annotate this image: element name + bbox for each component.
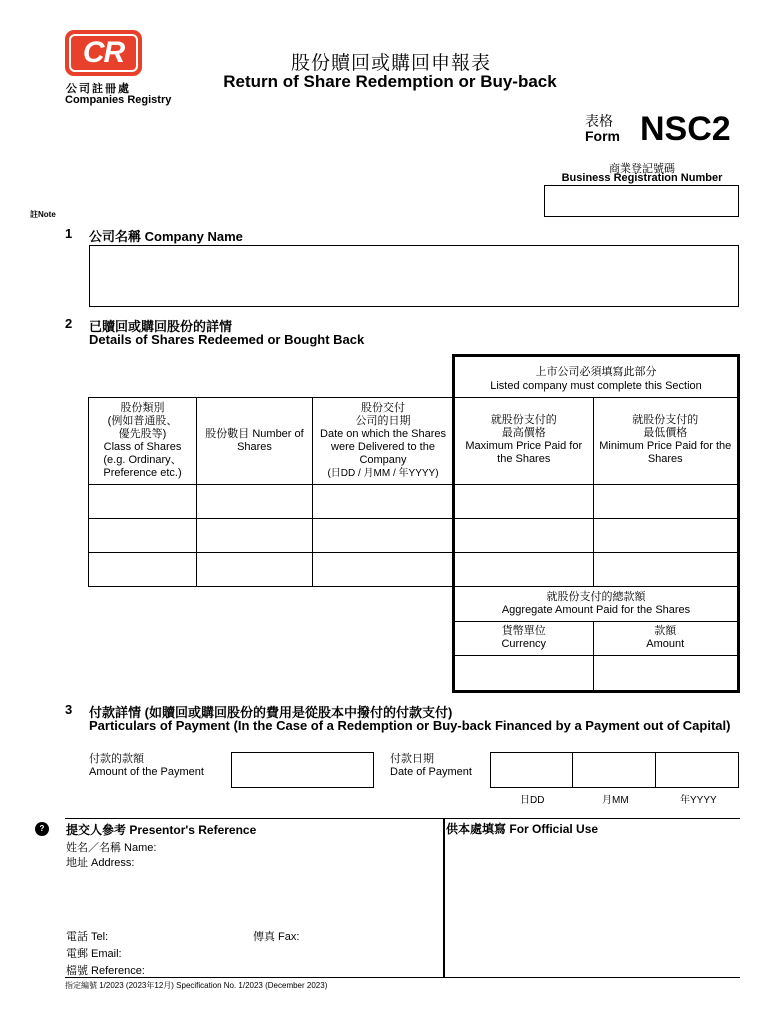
listed-company-zh: 上市公司必須填寫此部分 [535,366,657,378]
row2-number-input[interactable] [197,519,313,553]
registry-name-en: Companies Registry [65,94,172,106]
payment-date-label: 付款日期 Date of Payment [390,753,472,778]
form-title-zh: 股份贖回或購回申報表 [290,53,491,74]
row2-class-input[interactable] [89,519,197,553]
row3-min-price-input[interactable] [593,552,737,586]
col-header-max-price: 就股份支付的 最高價格 Maximum Price Paid for the Shares [455,397,593,484]
row2-date-input[interactable] [313,519,454,553]
info-badge-icon: ? [35,822,49,836]
col-header-min-price: 就股份支付的 最低價格 Minimum Price Paid for the Shares [593,397,737,484]
mm-label: 月MM [602,795,629,806]
payment-date-month-input[interactable] [572,752,656,788]
listed-price-table [455,397,737,690]
brn-input[interactable] [544,185,739,217]
registry-name-zh: 公司註冊處 [66,83,131,95]
row1-class-input[interactable] [89,485,197,519]
row1-min-price-input[interactable] [593,484,737,518]
section2-title-zh: 已贖回或購回股份的詳情 [89,319,233,334]
form-title-en: Return of Share Redemption or Buy-back [223,72,557,91]
aggregate-header: 就股份支付的總款額 Aggregate Amount Paid for the Shares [455,586,737,621]
listed-company-header [452,354,740,398]
section2-number: 2 [65,316,73,331]
row1-max-price-input[interactable] [455,484,593,518]
note-label: 註Note [30,210,56,219]
presenter-reference: 檔號 Reference: [66,965,145,977]
listed-company-en: Listed company must complete this Section [490,380,702,392]
presenter-divider [443,818,445,978]
row3-max-price-input[interactable] [455,552,593,586]
form-code: NSC2 [640,110,731,148]
row3-number-input[interactable] [197,553,313,587]
presenter-email: 電郵 Email: [66,948,122,960]
brn-label-en: Business Registration Number [561,172,723,184]
official-use-title: 供本處填寫 For Official Use [446,822,599,836]
row3-class-input[interactable] [89,553,197,587]
brn-label-zh: 商業登記號碼 [609,163,675,175]
form-label-en: Form [585,128,620,144]
payment-amount-input[interactable] [231,752,374,788]
section3-title-zh: 付款詳情 (如贖回或購回股份的費用是從股本中撥付的付款支付) [89,705,453,720]
currency-input[interactable] [455,655,593,690]
payment-date-year-input[interactable] [655,752,739,788]
form-label-zh: 表格 [585,113,613,129]
companies-registry-logo [65,30,142,76]
company-name-input[interactable] [89,245,739,307]
col-header-date: 股份交付 公司的日期 Date on which the Shares were Delivered to the Company (日DD / 月MM / 年YYYY) [313,398,454,485]
col-header-class: 股份類別 (例如普通股、 優先股等) Class of Shares (e.g. Ordinary、Preference etc.) [89,398,197,485]
amount-input[interactable] [593,655,737,690]
row2-min-price-input[interactable] [593,518,737,552]
payment-amount-label: 付款的款額 Amount of the Payment [89,753,204,778]
currency-header: 貨幣單位 Currency [455,621,593,655]
dd-label: 日DD [520,795,545,806]
row1-date-input[interactable] [313,485,454,519]
footer-specification: 指定編號 1/2023 (2023年12月) Specification No. 1/2023 (December 2023) [65,981,328,990]
section1-number: 1 [65,226,73,241]
company-name-label-zh: 公司名稱 [89,229,142,244]
listed-section-frame [452,397,740,693]
presenter-top-rule [65,818,740,819]
presenter-tel: 電話 Tel: [66,931,109,943]
section3-title-en: Particulars of Payment (In the Case of a Redemption or Buy-back Financed by a Payment out of Capital) [89,718,731,733]
section3-number: 3 [65,702,73,717]
yyyy-label: 年YYYY [680,795,717,806]
shares-table-left [88,397,454,587]
presenter-name: 姓名／名稱 Name: [66,842,157,854]
row2-max-price-input[interactable] [455,518,593,552]
presenter-bottom-rule [65,977,740,978]
row3-date-input[interactable] [313,553,454,587]
amount-header: 款額 Amount [593,621,737,655]
presenter-address: 地址 Address: [66,857,135,869]
presenter-title: 提交人參考 Presentor's Reference [66,823,257,837]
row1-number-input[interactable] [197,485,313,519]
section2-title-en: Details of Shares Redeemed or Bought Back [89,332,365,347]
logo-text: CR [82,36,125,69]
payment-date-day-input[interactable] [490,752,573,788]
company-name-label-en: Company Name [144,229,243,244]
presenter-fax: 傳真 Fax: [253,931,300,943]
col-header-number: 股份數目 Number of Shares [197,398,313,485]
section1-title [89,226,243,245]
